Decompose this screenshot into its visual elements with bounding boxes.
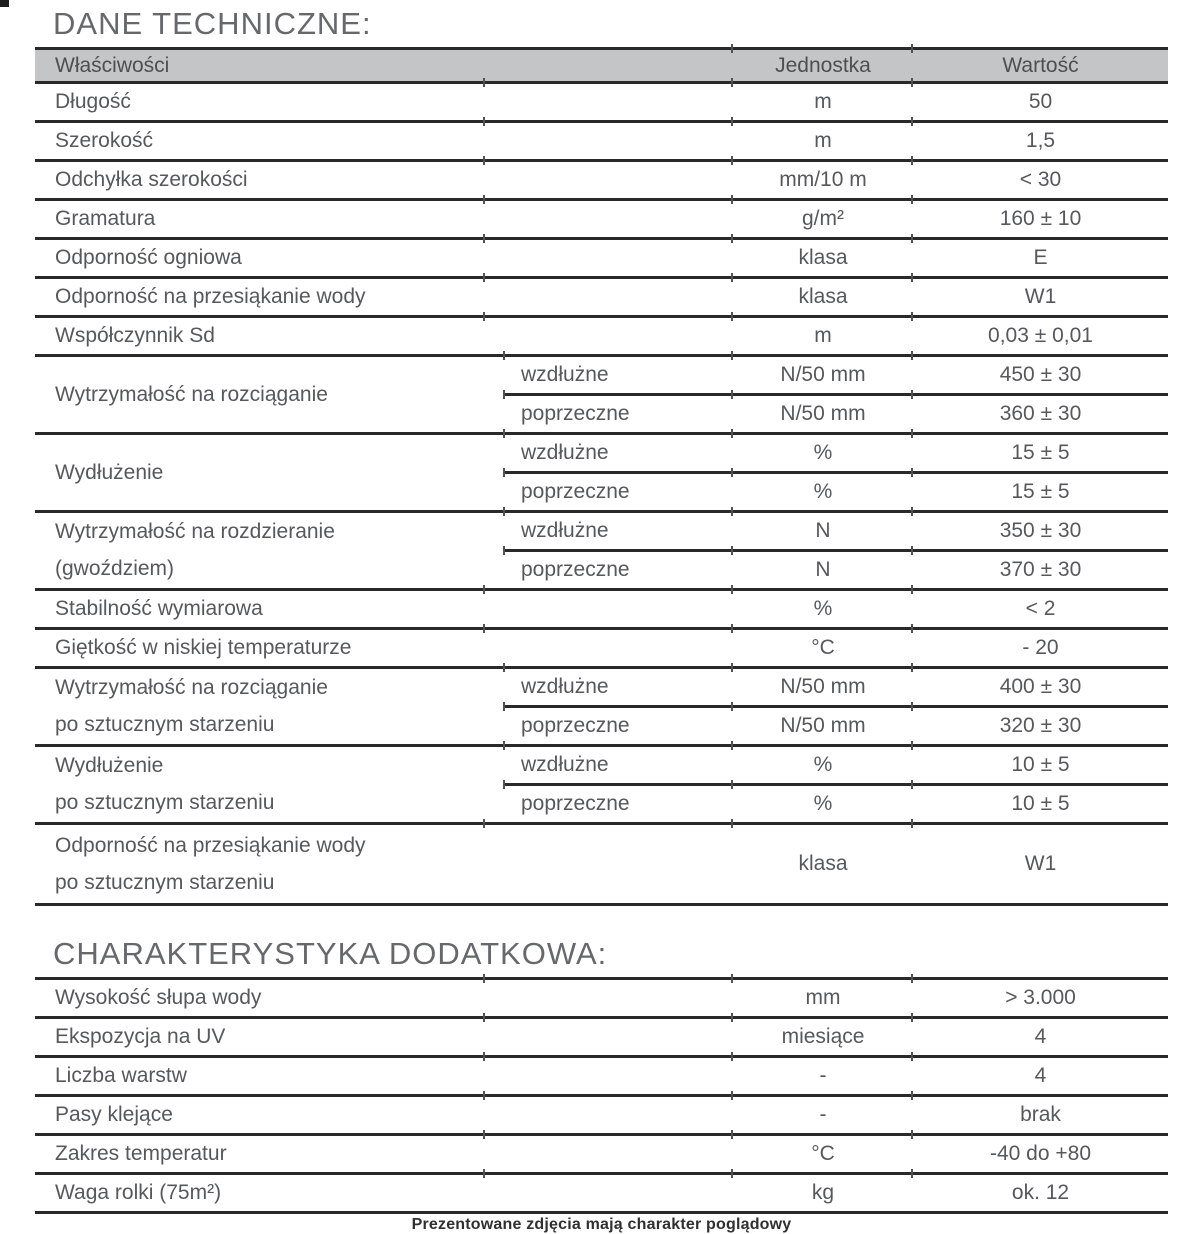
unit-cell: °C <box>733 629 913 668</box>
property-cell: Szerokość <box>35 122 733 161</box>
unit-cell: m <box>733 317 913 356</box>
unit-cell: m <box>733 122 913 161</box>
value-cell: < 2 <box>913 590 1168 629</box>
table-row <box>35 1135 1168 1174</box>
value-cell: 0,03 ± 0,01 <box>913 317 1168 356</box>
unit-cell: N <box>733 551 913 590</box>
property-line: Wytrzymałość na rozciąganie <box>55 676 328 699</box>
unit-cell: klasa <box>733 824 913 905</box>
property-line: po sztucznym starzeniu <box>55 791 275 814</box>
property-line: (gwoździem) <box>55 557 175 580</box>
direction-cell: poprzeczne <box>505 473 733 512</box>
property-cell: Stabilność wymiarowa <box>35 590 733 629</box>
property-cell: Giętkość w niskiej temperaturze <box>35 629 733 668</box>
value-cell: 160 ± 10 <box>913 200 1168 239</box>
property-cell: Liczba warstw <box>35 1057 733 1096</box>
value-cell: 10 ± 5 <box>913 746 1168 785</box>
property-cell <box>35 824 733 905</box>
value-cell: 1,5 <box>913 122 1168 161</box>
table-row <box>35 1018 1168 1057</box>
property-cell: Odporność ogniowa <box>35 239 733 278</box>
section-title-technical-data: DANE TECHNICZNE: <box>53 6 372 41</box>
table-row <box>35 979 1168 1018</box>
unit-cell: °C <box>733 1135 913 1174</box>
property-cell <box>35 746 505 824</box>
table-row-group <box>35 356 1168 395</box>
direction-cell: wzdłużne <box>505 512 733 551</box>
direction-cell: wzdłużne <box>505 356 733 395</box>
value-cell: 320 ± 30 <box>913 707 1168 746</box>
property-cell <box>35 668 505 746</box>
unit-cell: kg <box>733 1174 913 1213</box>
property-line: po sztucznym starzeniu <box>55 870 275 894</box>
value-cell: 360 ± 30 <box>913 395 1168 434</box>
footer-note: Prezentowane zdjęcia mają charakter poglądowy <box>411 1216 792 1233</box>
property-cell: Wysokość słupa wody <box>35 979 733 1018</box>
table-header-row <box>35 49 1168 83</box>
direction-cell: poprzeczne <box>505 551 733 590</box>
value-cell: 4 <box>913 1057 1168 1096</box>
value-cell: < 30 <box>913 161 1168 200</box>
unit-cell: mm/10 m <box>733 161 913 200</box>
value-cell: - 20 <box>913 629 1168 668</box>
value-cell: W1 <box>913 824 1168 905</box>
property-line: Wydłużenie <box>55 754 164 777</box>
property-cell: Ekspozycja na UV <box>35 1018 733 1057</box>
unit-cell: N/50 mm <box>733 356 913 395</box>
table-row <box>35 239 1168 278</box>
unit-cell: % <box>733 434 913 473</box>
table-row-group <box>35 746 1168 785</box>
table-row-group <box>35 512 1168 551</box>
scan-artifact <box>0 0 9 7</box>
column-header-property: Właściwości <box>35 49 733 83</box>
value-cell: 4 <box>913 1018 1168 1057</box>
value-cell: 370 ± 30 <box>913 551 1168 590</box>
direction-cell: poprzeczne <box>505 785 733 824</box>
property-cell: Współczynnik Sd <box>35 317 733 356</box>
table-row <box>35 278 1168 317</box>
direction-cell: poprzeczne <box>505 707 733 746</box>
unit-cell: klasa <box>733 239 913 278</box>
table-row <box>35 83 1168 122</box>
unit-cell: klasa <box>733 278 913 317</box>
unit-cell: miesiące <box>733 1018 913 1057</box>
table-row <box>35 590 1168 629</box>
table-row <box>35 629 1168 668</box>
property-cell: Zakres temperatur <box>35 1135 733 1174</box>
direction-cell: wzdłużne <box>505 668 733 707</box>
value-cell: 450 ± 30 <box>913 356 1168 395</box>
property-cell: Odporność na przesiąkanie wody <box>35 278 733 317</box>
value-cell: 400 ± 30 <box>913 668 1168 707</box>
unit-cell: % <box>733 785 913 824</box>
table-row-group <box>35 434 1168 473</box>
property-cell: Pasy klejące <box>35 1096 733 1135</box>
table-row <box>35 1174 1168 1213</box>
unit-cell: % <box>733 590 913 629</box>
property-cell: Długość <box>35 83 733 122</box>
value-cell: ok. 12 <box>913 1174 1168 1213</box>
unit-cell: N <box>733 512 913 551</box>
column-header-unit: Jednostka <box>733 49 913 83</box>
property-cell: Waga rolki (75m²) <box>35 1174 733 1213</box>
unit-cell: - <box>733 1096 913 1135</box>
table-row <box>35 1057 1168 1096</box>
unit-cell: g/m² <box>733 200 913 239</box>
direction-cell: wzdłużne <box>505 434 733 473</box>
table-row <box>35 200 1168 239</box>
table-row <box>35 122 1168 161</box>
section-title-additional-characteristics: CHARAKTERYSTYKA DODATKOWA: <box>53 936 608 971</box>
property-cell: Gramatura <box>35 200 733 239</box>
table-row <box>35 824 1168 905</box>
value-cell: 350 ± 30 <box>913 512 1168 551</box>
value-cell: > 3.000 <box>913 979 1168 1018</box>
table-row <box>35 317 1168 356</box>
unit-cell: - <box>733 1057 913 1096</box>
additional-characteristics-table <box>35 977 1168 1214</box>
table-row-group <box>35 668 1168 707</box>
unit-cell: N/50 mm <box>733 395 913 434</box>
value-cell: 50 <box>913 83 1168 122</box>
value-cell: 15 ± 5 <box>913 473 1168 512</box>
unit-cell: N/50 mm <box>733 668 913 707</box>
direction-cell: wzdłużne <box>505 746 733 785</box>
direction-cell: poprzeczne <box>505 395 733 434</box>
technical-data-table <box>35 47 1168 906</box>
value-cell: 10 ± 5 <box>913 785 1168 824</box>
unit-cell: N/50 mm <box>733 707 913 746</box>
property-cell <box>35 512 505 590</box>
unit-cell: m <box>733 83 913 122</box>
value-cell: -40 do +80 <box>913 1135 1168 1174</box>
value-cell: brak <box>913 1096 1168 1135</box>
column-header-value: Wartość <box>913 49 1168 83</box>
property-cell: Odchyłka szerokości <box>35 161 733 200</box>
unit-cell: mm <box>733 979 913 1018</box>
value-cell: W1 <box>913 278 1168 317</box>
unit-cell: % <box>733 746 913 785</box>
unit-cell: % <box>733 473 913 512</box>
property-line: Odporność na przesiąkanie wody <box>55 833 366 857</box>
property-line: po sztucznym starzeniu <box>55 713 275 736</box>
value-cell: 15 ± 5 <box>913 434 1168 473</box>
property-line: Wytrzymałość na rozdzieranie <box>55 520 335 543</box>
table-row <box>35 161 1168 200</box>
value-cell: E <box>913 239 1168 278</box>
table-row <box>35 1096 1168 1135</box>
property-cell: Wydłużenie <box>35 434 505 512</box>
property-cell: Wytrzymałość na rozciąganie <box>35 356 505 434</box>
